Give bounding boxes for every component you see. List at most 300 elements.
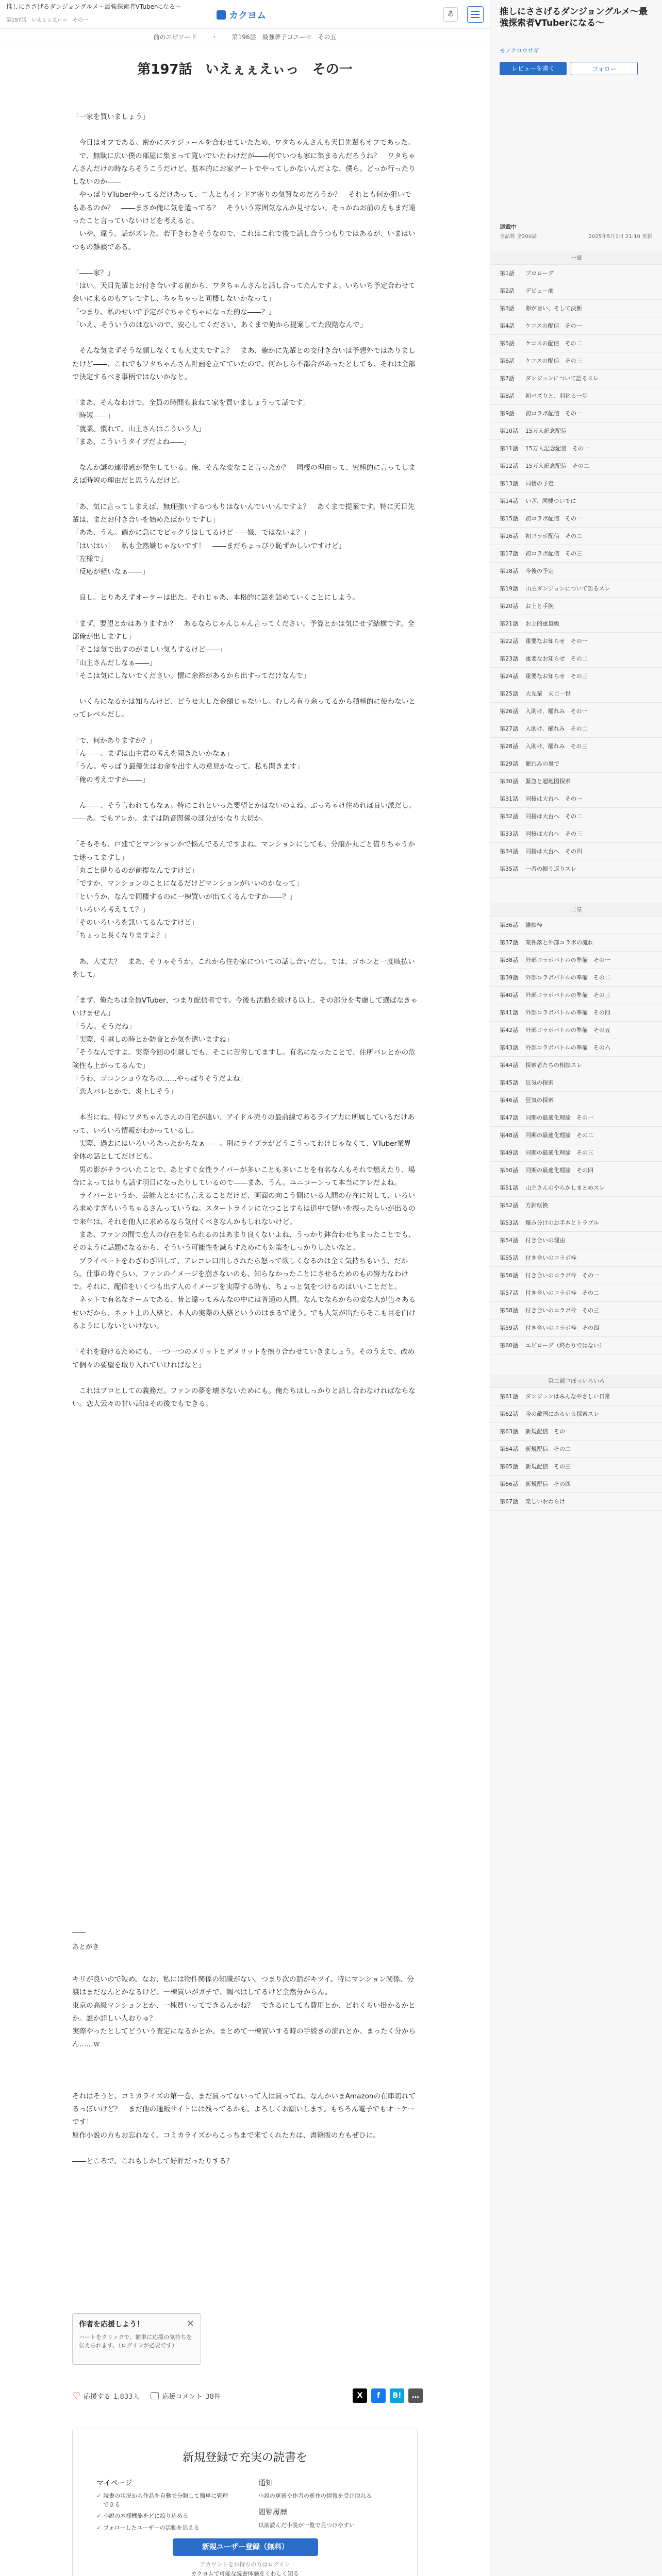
toc-episode-title: ダンジョンはみんなやさしい日常 — [525, 1393, 610, 1400]
toc-episode-number: 第34話 — [500, 848, 518, 855]
toc-episode-title: 同接は大台へ その三 — [525, 831, 582, 837]
paragraph — [72, 488, 418, 501]
toc-episode-title: 卵が旨い、そして決断 — [525, 305, 582, 312]
cheer-button[interactable] — [72, 2391, 139, 2401]
toc-episode-title: 初コラボ配信 その三 — [525, 550, 582, 557]
toc-episode-number: 第40話 — [500, 992, 518, 998]
afterword-title: あとがき — [72, 1943, 100, 1951]
paragraph: まあ、ファンの間で恋人の存在を知られるのはあまり良くないよね、うっかり鉢合わせちまったことでも、そのように話題になるから、そういう可能性を減らすためにも対策をしっかりしたいなと。 — [72, 1230, 416, 1252]
toc-episode-number: 第66話 — [500, 1481, 518, 1487]
paragraph: 「丸ごと借りるのが前提なんですけど」 — [72, 866, 198, 875]
paragraph — [72, 124, 418, 137]
toc-episode-link[interactable] — [490, 545, 662, 563]
paragraph — [72, 579, 418, 591]
header-episode-title: 第197話 いえぇぇえぃっ その一 — [6, 18, 88, 23]
toc-episode-link[interactable] — [490, 387, 662, 405]
toc-episode-number: 第57話 — [500, 1290, 518, 1296]
paragraph — [72, 2064, 418, 2077]
paragraph — [72, 605, 418, 618]
toc-episode-number: 第35話 — [500, 866, 518, 872]
toc-episode-title: 新規配信 その三 — [525, 1463, 571, 1470]
toc-episode-link[interactable] — [490, 528, 662, 545]
toc-episode-title: エピローグ（終わりではない） — [525, 1342, 605, 1349]
toc-episode-title: ケコスの配信 その一 — [525, 323, 582, 329]
paragraph — [72, 787, 418, 800]
toc-episode-number: 第63話 — [500, 1428, 518, 1435]
toc-episode-number: 第64話 — [500, 1446, 518, 1452]
paragraph: 「就業。慣れて。山主さんはこういう人」 — [72, 425, 206, 433]
episode-count: 全話数 全200話 — [500, 234, 537, 240]
toc-episode-link[interactable] — [490, 1405, 662, 1423]
toc-episode-link[interactable] — [490, 860, 662, 878]
toc-episode-link[interactable] — [490, 1004, 662, 1022]
toc-episode-link[interactable] — [490, 1319, 662, 1337]
kakuyomu-logo[interactable] — [217, 8, 266, 22]
paragraph: 「俺の考えですか――」 — [72, 775, 150, 784]
heart-icon: ♡ — [72, 2390, 81, 2401]
toc-episode-number: 第49話 — [500, 1149, 518, 1156]
toc-episode-number: 第48話 — [500, 1132, 518, 1139]
paragraph — [72, 1372, 418, 1385]
toc-episode-link[interactable] — [490, 1284, 662, 1302]
toc-episode-title: 同接は大台へ その四 — [525, 848, 582, 855]
toc-episode-link[interactable] — [490, 1440, 662, 1458]
paragraph: 「そこは気にしないでください。懐に余裕があるから出すってだけなんで」 — [72, 671, 310, 680]
paragraph — [72, 384, 418, 397]
toc-episode-title: 大先輩 天目一世 — [525, 690, 571, 697]
paragraph: キリが良いので短め。なお、私には物件関係の知識がない。つまり次の話がキツイ。特にマンション関係、分譲はまだなんとかなるけど、一棟買いがガチで、調べはしてるけど全然分からん。 — [72, 1975, 415, 1997]
toc-episode-title: 重要なお知らせ その三 — [525, 673, 588, 680]
toc-episode-link[interactable] — [490, 1476, 662, 1493]
toc-episode-number: 第50話 — [500, 1167, 518, 1174]
toc-episode-number: 第18話 — [500, 568, 518, 574]
nav-separator: ・ — [211, 33, 218, 41]
toc-episode-title: 狂気の探索 — [525, 1079, 554, 1086]
toc-episode-title: 入助け、罷れみ その一 — [525, 708, 588, 715]
toc-section — [490, 903, 662, 1354]
paragraph: 「実際、引越しの時とか防音とか気を遣いますね」 — [72, 1036, 234, 1044]
toc-episode-link[interactable] — [490, 917, 662, 934]
toc-section-head: 第二部コぼっいろいろ — [490, 1375, 662, 1388]
toc-episode-title: 新規配信 その四 — [525, 1481, 571, 1487]
paragraph: なんか謎の連帯感が発生している。俺、そんな変なこと言ったか？ 同棲の理由って、究極的に言ってしまえば時短の理由だと思うんだけど。 — [72, 464, 416, 485]
toc-episode-number: 第12話 — [500, 463, 518, 469]
paragraph — [72, 1333, 418, 1346]
toc-episode-link[interactable] — [490, 598, 662, 615]
afterword-separator: ―― — [72, 1928, 86, 1936]
toc-episode-link[interactable] — [490, 1057, 662, 1074]
toc-episode-number: 第3話 — [500, 305, 515, 312]
toc-episode-link[interactable] — [490, 808, 662, 825]
sidebar-author[interactable]: モノクロウサギ — [500, 47, 539, 54]
toc-episode-number: 第43話 — [500, 1044, 518, 1051]
toc-episode-title: ケコスの配信 その三 — [525, 358, 582, 364]
paragraph: 「そうなんですよ。実際今回の引越しでも、そこに苦労してますし。有名になったことで、住所バレとかの危険性も上がってるんで」 — [72, 1048, 416, 1070]
toc-episode-title: 付き合いのコラボ枠 その三 — [525, 1307, 599, 1314]
paragraph: 「――家？」 — [72, 268, 114, 277]
toc-episode-link[interactable] — [490, 440, 662, 457]
toc-episode-number: 第30話 — [500, 778, 518, 785]
toc-episode-number: 第54話 — [500, 1237, 518, 1244]
toc-section — [490, 1375, 662, 1511]
mypage-head: マイページ — [96, 2479, 133, 2487]
paragraph: 「ああ、うん。確かに急にでビックリはしてるけど――嫌、ではないよ？」 — [72, 529, 310, 537]
toc-episode-link[interactable] — [490, 720, 662, 738]
toc-episode-link[interactable] — [490, 843, 662, 860]
x-share-icon[interactable]: X — [353, 2388, 367, 2403]
toc-episode-number: 第27話 — [500, 725, 518, 732]
paragraph: 東京の高級マンションとか、一棟買いってできるんかね？ できるにしても費用とか、どれくらい掛かるかとか。誰か詳しい人おりゅ？ — [72, 2001, 416, 2023]
paragraph: そんな気まずそうな顔しなくても大丈夫ですよ？ まあ、確かに先輩との交付き合いは予想外ではありましたけど――、これでもワタちゃんさん計画を立てていたので、何かしら不都合があったとしても、それは全部で決定するべき事柄ではないかなと。 — [72, 347, 416, 381]
toc-episode-link[interactable] — [490, 457, 662, 475]
toc-episode-number: 第19話 — [500, 585, 518, 592]
toc-episode-link[interactable] — [490, 1162, 662, 1179]
toc-episode-link[interactable] — [490, 282, 662, 300]
prev-episode-link[interactable]: 前のエピソード — [153, 33, 197, 41]
mypage-column — [96, 2478, 230, 2535]
signup-box — [72, 2429, 418, 2576]
toc-episode-link[interactable] — [490, 422, 662, 440]
logo-mark-icon — [217, 10, 226, 20]
toc-episode-link[interactable] — [490, 934, 662, 952]
toc-episode-link[interactable] — [490, 1388, 662, 1405]
toc-episode-title: 付き合いのコラボ枠 その一 — [525, 1272, 599, 1279]
login-link[interactable]: アカウントをお持ちの方はログイン — [200, 2561, 290, 2568]
toc-episode-title: 外部コラボバトルの準備 その六 — [525, 1044, 610, 1051]
toc-episode-number: 第22話 — [500, 638, 518, 645]
toc-episode-link[interactable] — [490, 1022, 662, 1039]
toc-episode-link[interactable] — [490, 352, 662, 370]
toc-episode-title: お上と手腕 — [525, 603, 554, 609]
paragraph: 実際やったとしてどういう査定になるかとか、まとめて一棟買いする時の手続きの流れとか、まったく分からん……ｗ — [72, 2027, 416, 2049]
paragraph: 「まあ、こういうタイプだよね――」 — [72, 437, 191, 446]
paragraph — [72, 2077, 418, 2090]
paragraph: 「そもそも、戸建てとマンションかで悩んでるんですよね。マンションにしても、分譲か丸ごと借りちゃうかで迷ってますし」 — [72, 840, 415, 862]
header-work-title[interactable]: 推しにささげるダンジョングルメ～最強探索者VTuberになる～ — [6, 3, 181, 10]
toc-episode-link[interactable] — [490, 1249, 662, 1267]
check-icon: ✓ — [96, 2524, 102, 2531]
toc-episode-number: 第65話 — [500, 1463, 518, 1470]
toc-episode-title: 探索者たちの相談スレ — [525, 1062, 582, 1069]
toc-episode-link[interactable] — [490, 790, 662, 808]
paragraph — [72, 254, 418, 267]
support-title: 作者を応援しよう！ — [79, 2320, 144, 2329]
facebook-share-icon[interactable]: f — [371, 2388, 386, 2403]
toc-episode-number: 第20話 — [500, 603, 518, 609]
toc-episode-title: 罷れみの裏で — [525, 760, 559, 767]
toc-episode-title: 初コラボ配信 その一 — [525, 410, 582, 417]
toc-episode-link[interactable] — [490, 335, 662, 352]
toc-episode-link[interactable] — [490, 1179, 662, 1197]
toc-episode-title: 15万人記念配信 — [525, 428, 567, 434]
toc-episode-number: 第60話 — [500, 1342, 518, 1349]
toc-episode-number: 第51話 — [500, 1184, 518, 1191]
toc-episode-link[interactable] — [490, 1337, 662, 1354]
toc-episode-link[interactable] — [490, 265, 662, 282]
toc-episode-title: 初コラボ配信 その二 — [525, 533, 582, 539]
toc-episode-link[interactable] — [490, 510, 662, 528]
review-button[interactable]: レビューを書く — [500, 62, 567, 75]
check-icon: ✓ — [96, 2513, 102, 2519]
paragraph: 「ですか、マンションのことになるだけどマンションがいいのかなって」 — [72, 879, 303, 888]
support-prompt-box — [72, 2313, 201, 2365]
toc-episode-link[interactable] — [490, 1109, 662, 1127]
toc-episode-link[interactable] — [490, 633, 662, 650]
toc-episode-title: 重要なお知らせ その一 — [525, 638, 588, 645]
sidebar-work-title[interactable]: 推しにささげるダンジョングルメ～最強探索者VTuberになる～ — [500, 7, 648, 29]
toc-episode-number: 第8話 — [500, 393, 515, 399]
history-head: 閲覧履歴 — [258, 2508, 287, 2517]
toc-episode-link[interactable] — [490, 685, 662, 703]
follow-button[interactable]: フォロー — [571, 62, 638, 75]
paragraph: 「恋人バレとかで、炎上しそう」 — [72, 1088, 177, 1096]
paragraph: 「時短――」 — [72, 412, 114, 420]
toc-episode-title: 今後の予定 — [525, 568, 554, 574]
check-icon: ✓ — [96, 2493, 102, 2499]
paragraph: 「はいはい！ 私も全然嫌じゃないです！ ――まだちょっぴり恥ずかしいですけど」 — [72, 541, 346, 550]
toc-episode-title: 付き合いのコラボ枠 その四 — [525, 1325, 599, 1331]
comment-label: 応援コメント — [162, 2393, 203, 2401]
toc-episode-title: デビュー前 — [525, 287, 554, 294]
comment-button[interactable] — [151, 2391, 221, 2401]
toc-episode-number: 第61話 — [500, 1393, 518, 1400]
toc-episode-link[interactable] — [490, 738, 662, 755]
toc-episode-link[interactable] — [490, 317, 662, 335]
toc-episode-title: 同期の最適化理論 その一 — [525, 1114, 593, 1121]
paragraph: 「一家を買いましょう」 — [72, 113, 150, 121]
paragraph — [72, 943, 418, 956]
share-buttons — [353, 2388, 423, 2403]
toc-episode-number: 第13話 — [500, 480, 518, 487]
paragraph: やっぱりVTuberやってるだけあって、二人ともインドア寄りの気質なのだろうか？ それとも何か狙いでもあるのか？ ――まさか俺に気を遣ってる？ そういう雰囲気なんか見せない。そっかねお前の方もまだ遠ったこと言っていないけどを考えると。 — [72, 191, 416, 225]
toc-episode-number: 第39話 — [500, 974, 518, 981]
toc-episode-title: 同接は大台へ その一 — [525, 795, 582, 802]
support-description: ハートをクリックで、簡単に応援の気持ちを伝えられます。（ログインが必要です） — [79, 2334, 192, 2349]
toc-episode-link[interactable] — [490, 1039, 662, 1057]
toc-episode-link[interactable] — [490, 668, 662, 685]
paragraph — [72, 2142, 418, 2155]
toc-episode-link[interactable] — [490, 1197, 662, 1214]
toc-episode-title: 狂気の探索 — [525, 1097, 554, 1104]
paragraph — [72, 1098, 418, 1111]
toc-episode-number: 第28話 — [500, 743, 518, 750]
toc-episode-link[interactable] — [490, 1127, 662, 1144]
toc-episode-link[interactable] — [490, 1423, 662, 1440]
paragraph — [72, 825, 418, 838]
toc-episode-number: 第46話 — [500, 1097, 518, 1104]
toc-episode-title: 外部コラボバトルの準備 その五 — [525, 1027, 610, 1033]
toc-episode-link[interactable] — [490, 1214, 662, 1232]
toc-episode-title: 同期の最適化理論 その四 — [525, 1167, 593, 1174]
toc-episode-title: 同接は大台へ その二 — [525, 813, 582, 820]
toc-episode-number: 第6話 — [500, 358, 515, 364]
mypage-item: ✓ 小説の本棚機能をどに絞り込める — [96, 2512, 230, 2521]
more-share-icon[interactable]: … — [408, 2388, 423, 2403]
toc-episode-link[interactable] — [490, 650, 662, 668]
toc-episode-number: 第45話 — [500, 1079, 518, 1086]
toc-episode-number: 第44話 — [500, 1062, 518, 1069]
toc-episode-number: 第67話 — [500, 1498, 518, 1505]
toc-episode-title: 入助け、罷れみ その三 — [525, 743, 588, 750]
paragraph: 今日はオフである。密かにスケジュールを合わせていたため、ワタちゃんさんも天目先輩もオフであった。 — [72, 139, 415, 147]
toc-episode-number: 第17話 — [500, 550, 518, 557]
toc-episode-number: 第11話 — [500, 445, 518, 452]
toc-episode-title: 同棲の予定 — [525, 480, 554, 487]
cheer-label: 応援する — [84, 2393, 111, 2401]
notification-desc: 小説の更新や作者の新作の情報を受け取れる — [258, 2493, 372, 2499]
action-row — [72, 2384, 423, 2407]
toc-episode-title: 重要なお知らせ その二 — [525, 655, 588, 662]
toc-episode-title: 新規配信 その二 — [525, 1446, 571, 1452]
toc-episode-link[interactable] — [490, 755, 662, 773]
toc-episode-link[interactable] — [490, 1267, 662, 1284]
toc-episode-link[interactable] — [490, 563, 662, 580]
toc-episode-number: 第7話 — [500, 375, 515, 382]
font-settings-button[interactable]: あ — [443, 7, 458, 22]
cheer-count: 1,833人 — [113, 2393, 140, 2401]
toc-episode-link[interactable] — [490, 1074, 662, 1092]
toc-episode-link[interactable] — [490, 1232, 662, 1249]
toc-episode-number: 第16話 — [500, 533, 518, 539]
toc-episode-link[interactable] — [490, 405, 662, 422]
toc-episode-title: 初バズりと、羽化る一歩 — [525, 393, 588, 399]
toc-episode-number: 第37話 — [500, 939, 518, 946]
mypage-item: ✓ フォローしたユーザーの活動を追える — [96, 2524, 230, 2533]
paragraph: 男の影がチラついたことで、あとすぐ女性ライバーが多いことも多いことを有名なんもそれで燃えたり、場合によってはりも話す羽目になったりしているので――まあ、うん。ユニコーンって本当にアレだよね。 — [72, 1165, 416, 1187]
paragraph: 原作小説の方もお忘れなく。コミカライズからこっちまで来てくれた方は、書籍版の方もぜひに。 — [72, 2131, 380, 2140]
close-icon[interactable]: × — [186, 2318, 194, 2329]
toc-episode-number: 第59話 — [500, 1325, 518, 1331]
paragraph: 「反応が軽いなぁ――」 — [72, 568, 150, 577]
toc-episode-number: 第29話 — [500, 760, 518, 767]
toc-episode-title: 爆み分けのお手本とトラブル — [525, 1219, 599, 1226]
toc-episode-link[interactable] — [490, 1458, 662, 1476]
toc-section — [490, 251, 662, 878]
toc-episode-link[interactable] — [490, 1092, 662, 1109]
paragraph — [72, 332, 418, 345]
toc-episode-title: ケコスの配信 その二 — [525, 340, 582, 347]
toc-episode-number: 第53話 — [500, 1219, 518, 1226]
toc-episode-number: 第31話 — [500, 795, 518, 802]
paragraph: プライベートをわざわざ晒して、アレコレ口出しされたら怒って欲しくなるのは全く気持ちもいう、だから。仕事の時ぐらい、ファンのイメージを崩さないのも、知らなかったことにさせるためのもの努力なわけで。それに、配信をいくつも出す人のイメージを実際する時も、ちょっと気をつけるのはいいことだと。 — [72, 1257, 408, 1292]
toc-episode-number: 第5話 — [500, 340, 515, 347]
toc-episode-link[interactable] — [490, 703, 662, 720]
paragraph — [72, 449, 418, 462]
toc-episode-number: 第14話 — [500, 498, 518, 504]
toc-section-head: 二章 — [490, 903, 662, 917]
toc-episode-link[interactable] — [490, 370, 662, 387]
paragraph: ライバーというか、芸能人とかにも言えることだけど、画面の向こう側にいる人間の存在に対して、いろいろ求めすぎもいうちゃるさんっていうね。スタートラインに立つことすらは道中で疑いを振ったらいが出るので来年は、それを他人に求めるなら気付くべきなんかもしれないけど。 — [72, 1192, 416, 1226]
site-header — [0, 0, 490, 29]
paragraph: それはそうと、コミカライズの第一巻、まだ買ってないって人は買ってね。なんかいまAmazonの在庫切れてるっぽいけど？ まだ他の通販サイトには残ってるかも。よろしくお願いします。もちろん電子でもオーケーです！ — [72, 2092, 416, 2127]
toc-episode-title: 新規配信 その一 — [525, 1428, 571, 1435]
toc-episode-link[interactable] — [490, 952, 662, 969]
paragraph: 「それを避けるためにも、一つ一つのメリットとデメリットを擦り合わせていきましょう。そのうえで、改めて個々の要望を取り入れていければなと」 — [72, 1348, 415, 1369]
toc-episode-number: 第41話 — [500, 1009, 518, 1016]
toc-episode-title: 付き合いの理由 — [525, 1237, 565, 1244]
toc-episode-link[interactable] — [490, 969, 662, 987]
paragraph: 「まず、要望とかはありますか？ あるならじゃんじゃん言ってください。予算とかは気にせず結構です。全部俺が出しますし」 — [72, 619, 415, 641]
toc-section-head: 一章 — [490, 251, 662, 265]
paragraph: 良し。とりあえずオーケーは出た。それじゃあ、本格的に話を詰めていくことにしよう。 — [72, 594, 359, 602]
toc-episode-title: 同期の最適化理論 その三 — [525, 1149, 593, 1156]
toc-episode-title: 今の敵国にあるいる探索スレ — [525, 1411, 599, 1417]
paragraph: 「まず、俺たちは全員VTuber、つまり配信者です。今後も活動を続ける以上、その部分を考慮して選ばなきゃいけません」 — [72, 996, 418, 1018]
paragraph: 「あ、気に言ってしまえば、無理強いするつもりはないんでいいんですよ？ あくまで提案です。特に天目先輩は、まだお付き合いを始めたばかりですし」 — [72, 502, 415, 524]
toc-episode-title: 外部コラボバトルの準備 その二 — [525, 974, 610, 981]
toc-episode-title: 入助け、罷れみ その二 — [525, 725, 588, 732]
paragraph: 「うん。そうだね」 — [72, 1022, 136, 1031]
toc-episode-number: 第15話 — [500, 515, 518, 522]
paragraph: 「つまり、私のせいで予定がぐちゃぐちゃになった的な――？」 — [72, 308, 276, 316]
episode-nav — [0, 29, 490, 45]
toc-episode-link[interactable] — [490, 475, 662, 493]
paragraph: ――ところで、これもしかして好評だったりする？ — [72, 2157, 234, 2165]
toc-episode-link[interactable] — [490, 615, 662, 633]
toc-episode-link[interactable] — [490, 300, 662, 317]
toc-episode-title: 15万人記念配信 その二 — [525, 463, 589, 469]
toc-episode-title: お上的重量級 — [525, 620, 559, 627]
paragraph: 「で、何かありますか？」 — [72, 736, 156, 745]
toc-episode-link[interactable] — [490, 987, 662, 1004]
toc-episode-number: 第2話 — [500, 287, 515, 294]
updated-date: 2025年5月1日 21:10 更新 — [588, 234, 652, 240]
toc-episode-title: 初コラボ配信 その一 — [525, 515, 582, 522]
paragraph: いや、違う。話がズレた。若干きわきそうなので、これはこれで後で話し合うつもりではあるが、いまはいつもの雑談である。 — [72, 230, 416, 251]
paragraph: 「まあ、そんなわけで。全員の時間も兼ねて家を買いましょうって話です」 — [72, 399, 310, 408]
episode-body — [72, 111, 418, 1411]
paragraph: 「いえ、そういうのはないので、安心してください。あくまで俺から提案してた段階なんで」 — [72, 320, 367, 329]
toc-episode-title: 案件落と外部コラボの流れ — [525, 939, 593, 946]
toc-episode-link[interactable] — [490, 1144, 662, 1162]
toc-episode-title: 付き合いのコラボ枠 — [525, 1255, 576, 1261]
toc-episode-number: 第9話 — [500, 410, 515, 417]
afterword-body — [72, 1973, 418, 2168]
sidebar — [490, 0, 662, 2576]
toc-episode-link[interactable] — [490, 1302, 662, 1319]
paragraph: これはプロとしての義務だ。ファンの夢を壊さないためにも。俺たちはしっかりと話し合わなければならない。恋人云々の甘い話はその後でもできる。 — [72, 1386, 416, 1409]
toc-episode-title: 外部コラボバトルの準備 その三 — [525, 992, 610, 998]
toc-episode-number: 第21話 — [500, 620, 518, 627]
hamburger-icon[interactable] — [467, 6, 484, 23]
toc-episode-title: 方針転換 — [525, 1202, 548, 1209]
toc-episode-link[interactable] — [490, 493, 662, 510]
toc-episode-title: 15万人記念配信 その一 — [525, 445, 589, 452]
toc-episode-link[interactable] — [490, 1493, 662, 1511]
toc-episode-number: 第42話 — [500, 1027, 518, 1033]
paragraph: 「ん――。まずは山主君の考えを聞きたいかなぁ」 — [72, 749, 234, 758]
toc-episode-link[interactable] — [490, 825, 662, 843]
toc-episode-number: 第36話 — [500, 922, 518, 928]
current-episode-label[interactable]: 第196話 最強夢子コエーセ その五 — [231, 33, 337, 41]
hatena-share-icon[interactable]: B! — [390, 2388, 404, 2403]
paragraph: 「左様で」 — [72, 554, 107, 563]
toc-episode-number: 第52話 — [500, 1202, 518, 1209]
register-button[interactable]: 新規ユーザー登録（無料） — [173, 2538, 318, 2556]
learn-more-link[interactable]: カクヨムで可能な読書体験をくわしく知る — [191, 2570, 299, 2576]
notification-head: 通知 — [258, 2479, 273, 2487]
toc-episode-title: プロローグ — [525, 270, 554, 277]
toc-episode-number: 第26話 — [500, 708, 518, 715]
toc-episode-link[interactable] — [490, 580, 662, 598]
toc-episode-link[interactable] — [490, 773, 662, 790]
paragraph — [72, 981, 418, 994]
toc-episode-title: 外部コラボバトルの準備 その四 — [525, 1009, 610, 1016]
paragraph: ネットで有名なチームである、昔と違ってみんなの中には普通の人間。なんでならからの変な人が色々あるせいだから。ネット上の人格と、本人の実際の人格というのはまるで違う。でも人気が出たらそこも目を向けるようにしないといけない。 — [72, 1296, 416, 1330]
toc-episode-title: 一者の振り返りスレ — [525, 866, 576, 872]
paragraph — [72, 683, 418, 696]
signup-title: 新規登録で充実の読書を — [182, 2451, 307, 2464]
